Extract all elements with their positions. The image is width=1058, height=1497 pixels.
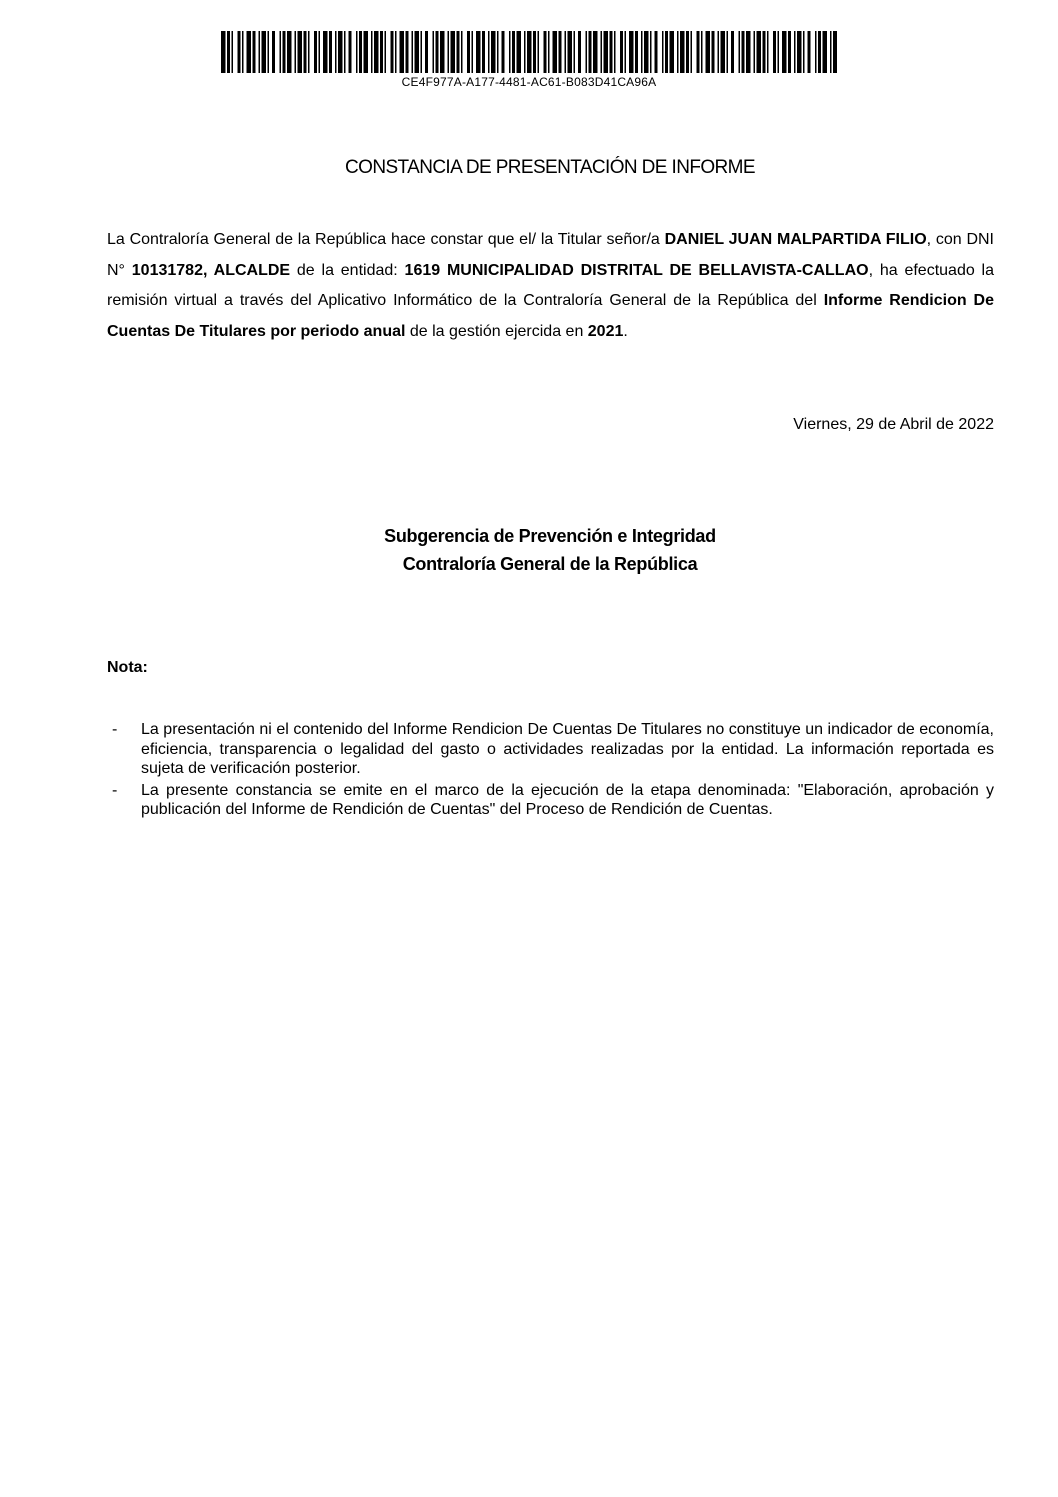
intro-text-3: de la entidad: <box>290 261 405 279</box>
barcode-bar <box>374 31 379 73</box>
signature-unit: Subgerencia de Prevención e Integridad <box>384 526 716 546</box>
barcode-bar <box>497 31 499 73</box>
dni-number: 10131782 <box>131 261 203 279</box>
barcode-bar <box>589 31 592 73</box>
barcode-bar <box>400 31 405 73</box>
barcode-bar <box>601 31 603 73</box>
barcode-bar <box>253 31 256 73</box>
barcode-bar <box>412 31 414 73</box>
barcode-bar <box>823 31 828 73</box>
entidad-name: 1619 MUNICIPALIDAD DISTRITAL DE BELLAVISTA-CALLAO <box>404 261 869 279</box>
barcode-bar <box>574 31 576 73</box>
barcode-bar <box>287 31 292 73</box>
barcode-bar <box>272 31 275 73</box>
barcode-bar <box>701 31 703 73</box>
bullet-dash: - <box>112 721 118 738</box>
barcode-bar <box>448 31 450 73</box>
barcode-bar <box>391 31 394 73</box>
barcode-bar <box>670 31 675 73</box>
notes-list <box>107 720 994 822</box>
barcode-bar <box>512 31 515 73</box>
barcode-bar <box>488 31 490 73</box>
barcode-bar <box>718 31 720 73</box>
barcode-bar <box>298 31 303 73</box>
barcode-bar <box>395 31 397 73</box>
barcode-bar <box>727 31 729 73</box>
list-item <box>107 720 994 779</box>
intro-text-5: de la gestión ejercida en <box>405 322 588 340</box>
barcode-bar <box>524 31 526 73</box>
barcode-bar <box>797 31 802 73</box>
barcode-bar <box>568 31 573 73</box>
barcode-bar <box>482 31 485 73</box>
barcode-bar <box>763 31 766 73</box>
barcode-bar <box>247 31 252 73</box>
barcode-bar <box>436 31 439 73</box>
barcode-bar <box>421 31 423 73</box>
barcode-bar <box>680 31 685 73</box>
barcode-bar <box>818 31 821 73</box>
barcode-bar <box>380 31 383 73</box>
barcode-bar <box>593 31 598 73</box>
barcode-bar <box>677 31 679 73</box>
barcode-bar <box>491 31 496 73</box>
barcode-bar <box>308 31 310 73</box>
barcode-bar <box>586 31 588 73</box>
barcode-bar <box>415 31 420 73</box>
barcode-image <box>221 31 837 73</box>
barcode-bar <box>815 31 817 73</box>
barcode-bar <box>641 31 643 73</box>
barcode-bar <box>329 31 332 73</box>
barcode-bar <box>773 31 776 73</box>
barcode-bar <box>629 31 634 73</box>
barcode-bar <box>665 31 668 73</box>
barcode-bar <box>304 31 307 73</box>
document-title: CONSTANCIA DE PRESENTACIÓN DE INFORME <box>345 157 755 178</box>
barcode-bar <box>527 31 532 73</box>
barcode-bar <box>778 31 780 73</box>
barcode-bar <box>319 31 321 73</box>
barcode-bar <box>635 31 638 73</box>
period-mark: . <box>623 322 628 340</box>
note-text: La presentación ni el contenido del Informe Rendicion De Cuentas De Titulares no constituye un indicador de economía, eficiencia, transparencia o legalidad del gasto o actividades realizadas por la entidad. La información reportada es sujeta de verificación posterior. <box>141 721 994 777</box>
barcode-bar <box>794 31 796 73</box>
barcode-bar <box>364 31 369 73</box>
issue-date: Viernes, 29 de Abril de 2022 <box>793 416 994 433</box>
barcode-bar <box>706 31 711 73</box>
barcode-bar <box>283 31 286 73</box>
barcode-bar <box>335 31 337 73</box>
barcode-bar <box>604 31 609 73</box>
barcode-bar <box>232 31 234 73</box>
barcode-bar <box>280 31 282 73</box>
barcode-bar <box>538 31 540 73</box>
barcode-bar <box>650 31 652 73</box>
barcode-bar <box>433 31 435 73</box>
barcode-bar <box>349 31 352 73</box>
barcode-bar <box>782 31 787 73</box>
barcode-bar <box>461 31 463 73</box>
intro-text-1: La Contraloría General de la República hace constar que el/ la Titular señor/a <box>107 231 665 248</box>
barcode-bar <box>517 31 522 73</box>
barcode-bar <box>721 31 726 73</box>
certification-paragraph <box>107 225 994 347</box>
barcode-bar <box>238 31 241 73</box>
barcode-bar <box>472 31 474 73</box>
barcode-bar <box>625 31 627 73</box>
comma-separator: , <box>202 261 214 279</box>
barcode-bar <box>295 31 297 73</box>
barcode-bar <box>662 31 664 73</box>
barcode-bar <box>610 31 613 73</box>
barcode-bar <box>655 31 658 73</box>
barcode-bar <box>338 31 343 73</box>
barcode-bar <box>371 31 373 73</box>
barcode-bar <box>808 31 811 73</box>
barcode-bar <box>262 31 267 73</box>
barcode-bar <box>502 31 505 73</box>
barcode-bar <box>565 31 567 73</box>
bullet-dash: - <box>112 781 118 799</box>
barcode-bar <box>385 31 387 73</box>
barcode-bar <box>451 31 456 73</box>
barcode-bar <box>767 31 769 73</box>
barcode-bar <box>314 31 317 73</box>
barcode-bar <box>833 31 837 73</box>
cargo: ALCALDE <box>213 261 291 279</box>
intro-text-2: , con DNI N° <box>107 231 995 279</box>
barcode-bar <box>578 31 581 73</box>
barcode-bar <box>259 31 261 73</box>
barcode-bar <box>476 31 481 73</box>
barcode-bar <box>739 31 741 73</box>
barcode-bar <box>686 31 689 73</box>
barcode-code: CE4F977A-A177-4481-AC61-B083D41CA96A <box>401 75 657 89</box>
note-text: La presente constancia se emite en el marco de la ejecución de la etapa denominada: "Elaboración, aprobación y publicación del Informe de Rendición de Cuentas" del Proceso de Rendición de Cuentas. <box>141 781 994 818</box>
barcode-bar <box>227 31 230 73</box>
barcode-bars <box>221 31 837 73</box>
barcode-bar <box>509 31 511 73</box>
barcode-bar <box>242 31 244 73</box>
barcode-bar <box>221 31 226 73</box>
barcode-bar <box>544 31 547 73</box>
barcode-bar <box>467 31 470 73</box>
barcode-bar <box>614 31 616 73</box>
barcode-bar <box>425 31 428 73</box>
barcode-bar <box>553 31 558 73</box>
barcode-bar <box>559 31 562 73</box>
barcode-bar <box>323 31 328 73</box>
barcode-bar <box>533 31 536 73</box>
barcode-bar <box>457 31 460 73</box>
list-item <box>107 781 994 820</box>
barcode-bar <box>268 31 270 73</box>
barcode-bar <box>746 31 751 73</box>
barcode-bar <box>697 31 700 73</box>
titular-name: DANIEL JUAN MALPARTIDA FILIO <box>664 231 927 248</box>
barcode-bar <box>830 31 832 73</box>
barcode-bar <box>757 31 762 73</box>
gestion-year: 2021 <box>587 322 624 340</box>
barcode-bar <box>620 31 623 73</box>
signature-block <box>0 522 1058 578</box>
barcode-bar <box>788 31 791 73</box>
informe-name: Informe Rendicion De Cuentas De Titulares por periodo anual <box>107 292 995 340</box>
barcode-bar <box>712 31 715 73</box>
barcode-bar <box>691 31 693 73</box>
barcode-bar <box>742 31 745 73</box>
barcode-bar <box>359 31 362 73</box>
signature-org: Contraloría General de la República <box>402 554 698 574</box>
barcode-bar <box>754 31 756 73</box>
barcode-bar <box>440 31 445 73</box>
nota-label: Nota: <box>107 659 148 676</box>
barcode-bar <box>344 31 346 73</box>
barcode-bar <box>406 31 409 73</box>
barcode-bar <box>644 31 649 73</box>
barcode-bar <box>548 31 550 73</box>
barcode-bar <box>803 31 805 73</box>
barcode-bar <box>731 31 734 73</box>
intro-text-4: , ha efectuado la remisión virtual a través del Aplicativo Informático de la Contraloría General de la República del <box>107 261 995 309</box>
barcode-bar <box>356 31 358 73</box>
